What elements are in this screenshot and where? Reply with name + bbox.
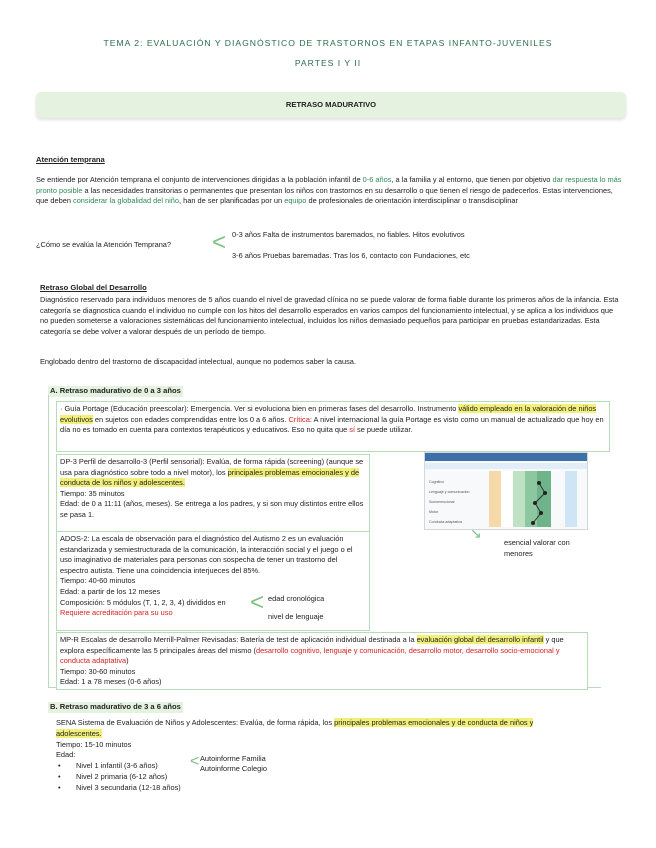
chart-band-3 [513, 471, 525, 527]
sena-brace-icon: < [190, 753, 200, 770]
option-3-6: 3-6 años Pruebas baremadas. Tras los 6, contacto con Fundaciones, etc [232, 251, 470, 260]
autoinforme-familia: Autoinforme Familia [200, 754, 266, 763]
evaluation-question: ¿Cómo se evalúa la Atención Temprana? [36, 240, 172, 249]
chart-point-1 [537, 481, 541, 485]
ados-option-language: nivel de lenguaje [268, 612, 324, 621]
sena-paragraph: SENA Sistema de Evaluación de Niños y Adolescentes: Evalúa, de forma rápida, los principales problemas emocionales y de conducta de niños y adolescentes. [56, 718, 534, 738]
left-brace-icon: < [212, 229, 227, 256]
atencion-paragraph: Se entiende por Atención temprana el conjunto de intervenciones dirigidas a la población infantil de 0-6 años, a la familia y al entorno, que tienen por objetivo dar respuesta lo más pronto posible a las necesidades transitorias o permanentes que presentan los niños con trastornos en su desarrollo o que tienen el riesgo de padecerlos. Estas intervenciones, que deben considerar la globalidad del niño, han de ser planificadas por un equipo de profesionales de orientación interdisciplinar o transdisciplinar [36, 175, 622, 206]
list-item: • Nivel 2 primaria (6-12 años) [58, 772, 168, 781]
portage-box: · Guía Portage (Educación preescolar): Emergencia. Ver si evoluciona bien en primeras fases del desarrollo. Instrumento válido empleado en la valoración de niños evolutivos en sujetos con edades comprendidas entre los 0 a 6 años. Crítica: A nivel internacional la guía Portage es visto como un manual de actualizado que hoy en día no es tomado en cuenta para contextos terapéuticos y educativos. Eso no quita que sí se puede utilizar. [56, 401, 610, 452]
retraso-note: Englobado dentro del trastorno de discapacidad intelectual, aunque no podemos saber la causa. [40, 357, 356, 366]
document-subtitle: PARTES I Y II [294, 58, 362, 68]
atencion-heading: Atención temprana [36, 155, 105, 164]
sena-time: Tiempo: 15-10 minutos [56, 740, 132, 749]
chart-band-2 [501, 471, 513, 527]
section-a-heading: A. Retraso madurativo de 0 a 3 años [50, 386, 181, 395]
option-0-3: 0-3 años Falta de instrumentos baremados, no fiables. Hitos evolutivos [232, 230, 465, 239]
chart-subheader [425, 463, 587, 469]
list-item: • Nivel 3 secundaria (12-18 años) [58, 783, 181, 792]
chart-band-1 [489, 471, 501, 527]
ados-brace-icon: < [250, 589, 265, 616]
ados-option-age: edad cronológica [268, 594, 325, 603]
chart-row-label-4: Motor [429, 510, 439, 514]
chart-band-4 [525, 471, 537, 527]
ados-box: ADOS-2: La escala de observación para el diagnóstico del Autismo 2 es un evaluación estandarizada y semiestructurada de la comunicación, la interacción social y el juego o el uso imaginativo de materiales para personas con sospecha de tener un trastorno del espectro autista. Tiene una coincidencia interjueces del 85%. Tiempo: 40-60 minutos Edad: a partir de los 12 meses Composición: 5 módulos (T, 1, 2, 3, 4) divididos en Requiere acreditación para su uso [56, 531, 370, 631]
chart-band-6 [565, 471, 577, 527]
chart-row-label-5: Conducta adaptativa [429, 520, 462, 524]
chart-point-3 [533, 501, 537, 505]
esencial-note: esencial valorar con menores [504, 538, 570, 558]
chart-row-label-1: Cognitivo [429, 480, 444, 484]
retraso-heading: Retraso Global del Desarrollo [40, 283, 147, 292]
chart-point-4 [539, 511, 543, 515]
chart-row-label-3: Socioemocional [429, 500, 455, 504]
chart-row-labels [429, 477, 470, 527]
merrill-box: MP-R Escalas de desarrollo Merrill-Palmer Revisadas: Batería de test de aplicación individual destinada a la evaluación global del desarrollo infantil y que explora específicamente las 5 principales áreas del mismo (desarrollo cognitivo, lenguaje y comunicación, desarrollo motor, desarrollo socio-emocional y conducta adaptativa) Tiempo: 30-60 minutos Edad: 1 a 78 meses (0-6 años) [56, 632, 588, 690]
retraso-paragraph: Diagnóstico reservado para individuos menores de 5 años cuando el nivel de gravedad clínica no se puede valorar de forma fiable durante los primeros años de la infancia. Esta categoría se diagnostica cuando el individuo no cumple con los hitos del desarrollo esperados en varios campos del funcionamiento intelectual, y se aplica a los individuos que no pueden someterse a valoraciones sistemáticas del funcionamiento intelectual, incluidos los niños demasiado pequeños para participar en pruebas estandarizadas. Esta categoría se debe volver a valorar después de un período de tiempo. [40, 295, 619, 336]
profile-chart-figure [424, 452, 588, 530]
arrow-icon: ↘ [470, 525, 482, 541]
chart-point-2 [543, 491, 547, 495]
dp3-box: DP-3 Perfil de desarrollo-3 (Perfil sensorial): Evalúa, de forma rápida (screening) (aunque se usa para diagnóstico sobre todo a nivel motor), los principales problemas emocionales y de conducta de los niños y adolescentes. Tiempo: 35 minutos Edad: de 0 a 11:11 (años, meses). Se entrega a los padres, y si son muy distintos entre ellos se pasa 1. [56, 454, 370, 532]
sena-age-label: Edad: [56, 750, 76, 759]
chart-point-5 [531, 521, 535, 525]
chart-row-label-2: Lenguaje y comunicación [429, 490, 470, 494]
list-item: • Nivel 1 infantil (3-6 años) [58, 761, 158, 770]
section-b-heading: B. Retraso madurativo de 3 a 6 años [50, 702, 181, 711]
chart-header-bar [425, 453, 587, 461]
document-title: TEMA 2: EVALUACIÓN Y DIAGNÓSTICO DE TRASTORNOS EN ETAPAS INFANTO-JUVENILES [103, 38, 553, 48]
sena-levels-list [58, 760, 181, 793]
autoinforme-colegio: Autoinforme Colegio [200, 764, 267, 773]
section-banner: RETRASO MADURATIVO [36, 92, 626, 118]
